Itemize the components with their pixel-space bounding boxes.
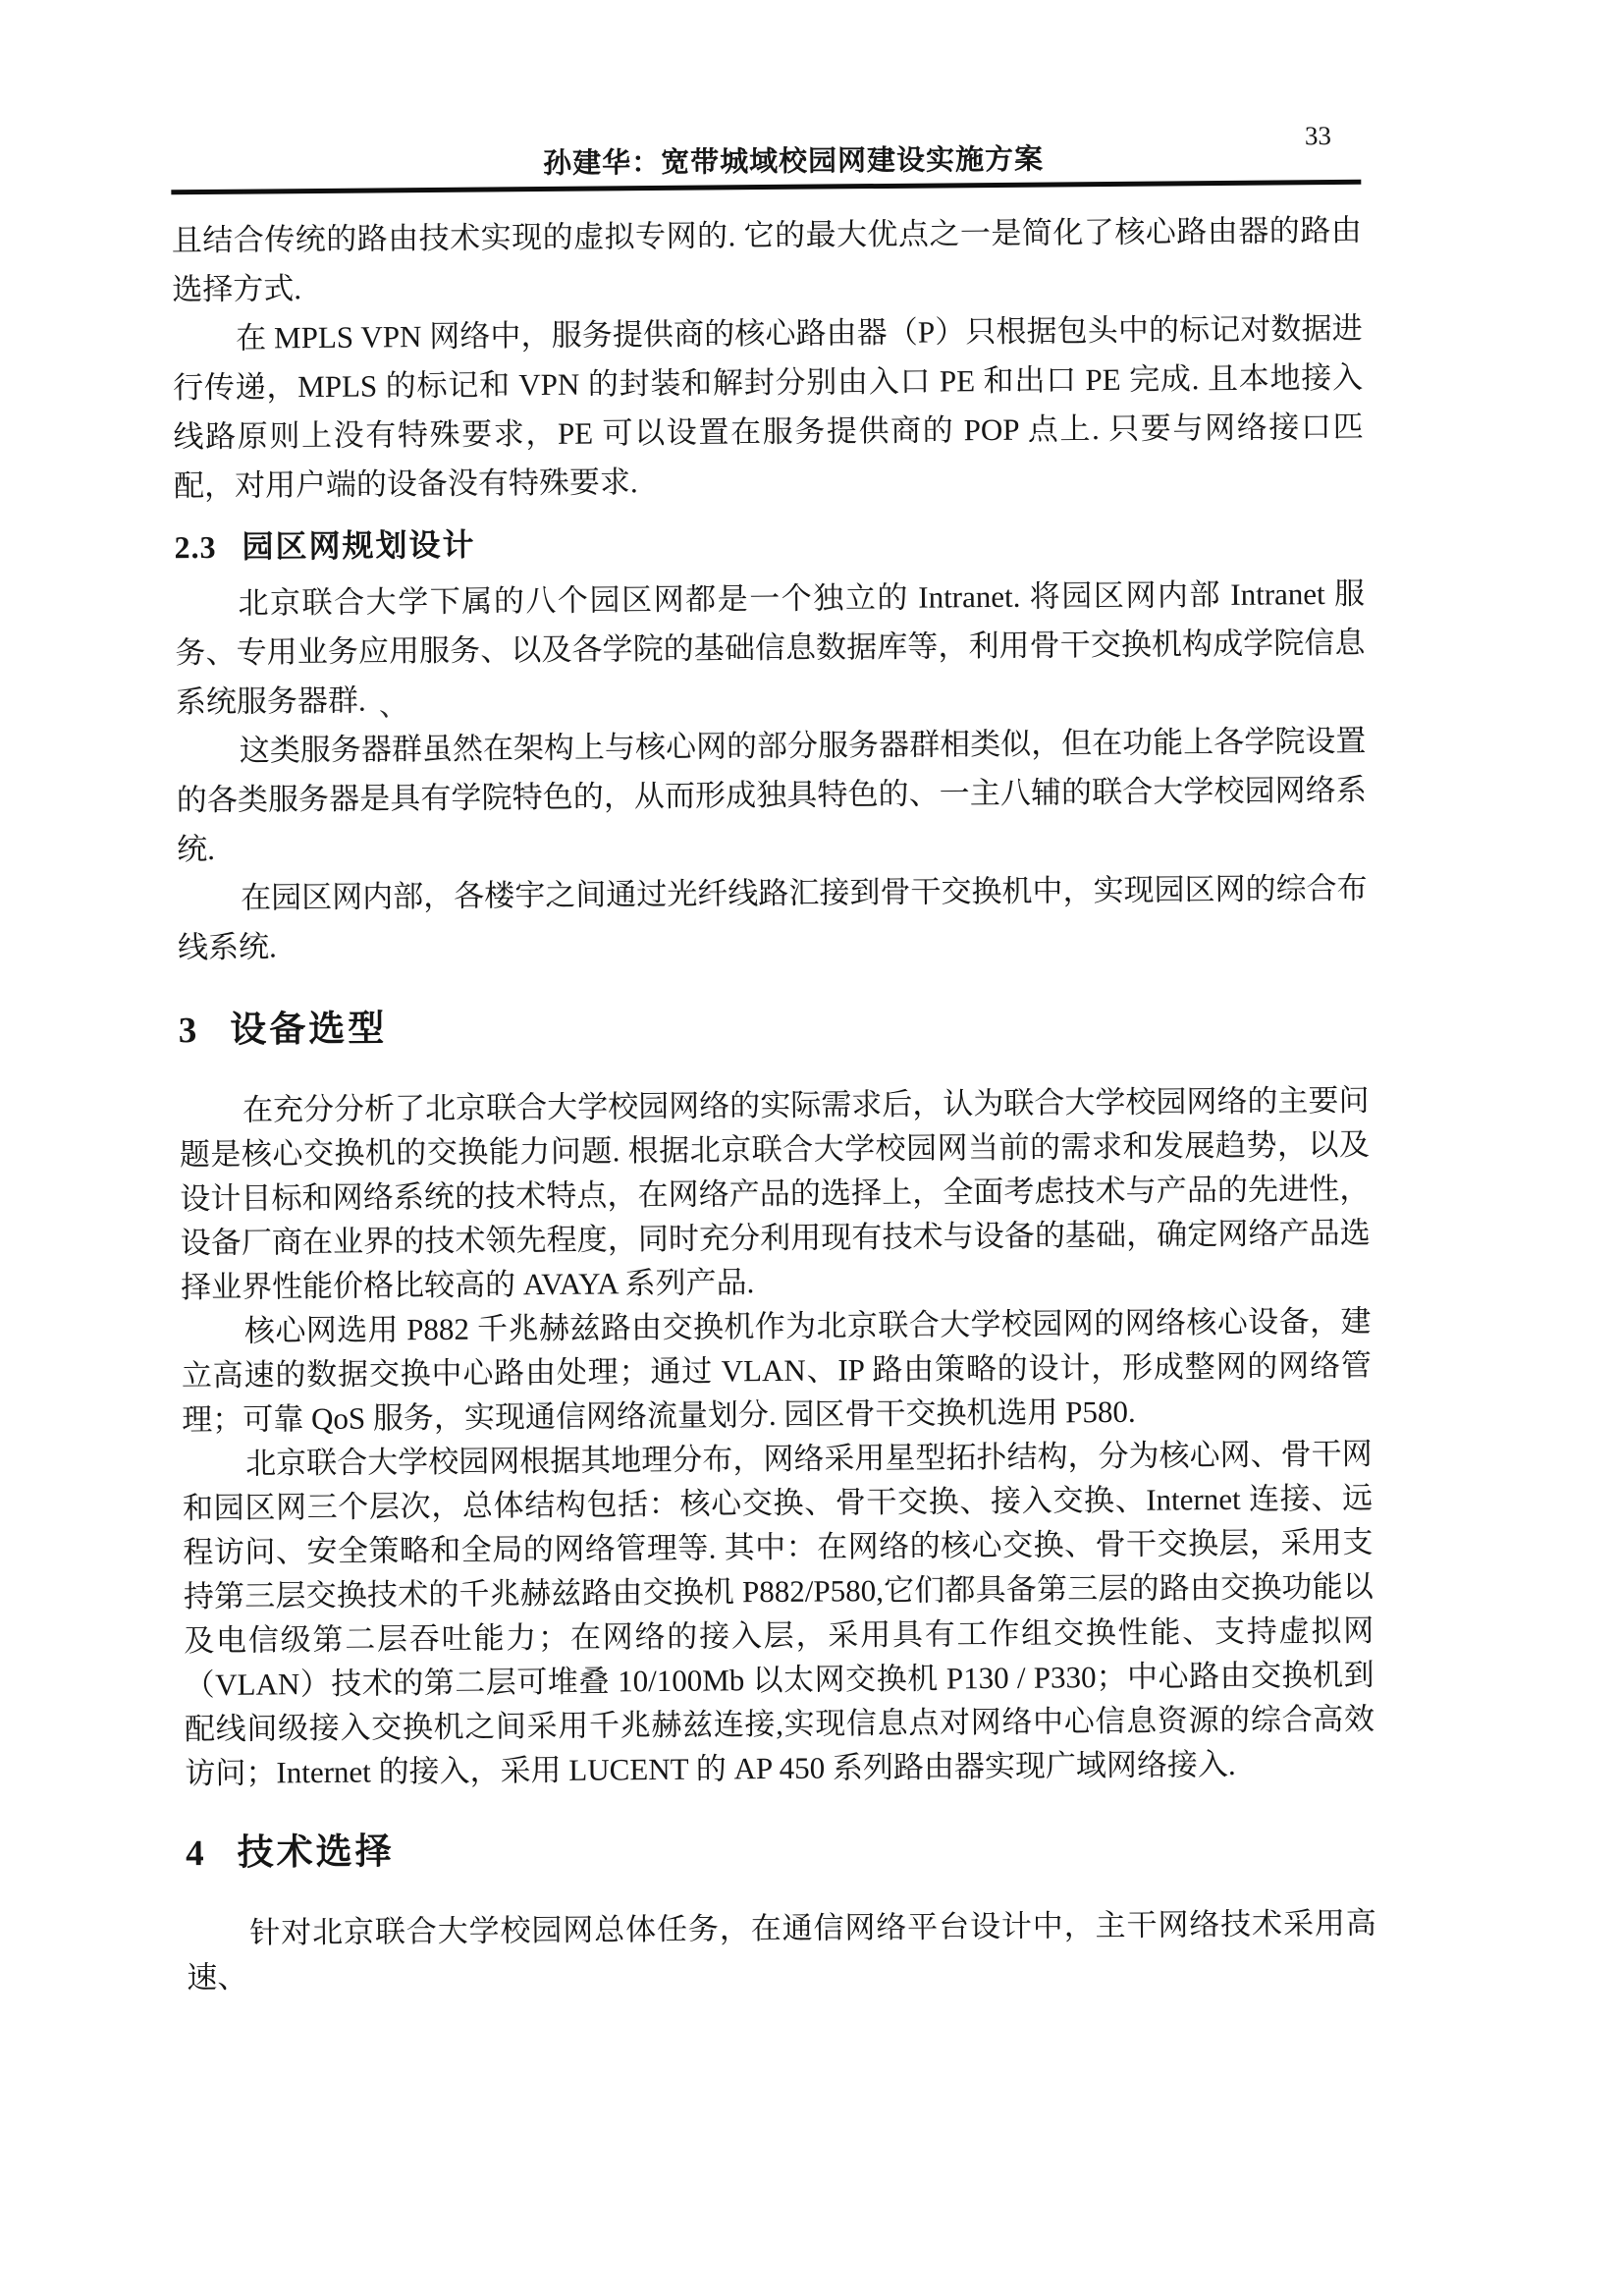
- paragraph-routing-continuation: 且结合传统的路由技术实现的虚拟专网的. 它的最大优点之一是简化了核心路由器的路由选择方式.: [171, 212, 1362, 307]
- scan-stray-mark: 、: [378, 689, 409, 723]
- running-header-title: 孙建华：宽带城域校园网建设实施方案: [542, 143, 1045, 180]
- section-title: 园区网规划设计: [242, 526, 476, 565]
- paragraph-fiber-cabling: 在园区网内部，各楼宇之间通过光纤线路汇接到骨干交换机中，实现园区网的综合布线系统.: [177, 870, 1368, 965]
- section-title: 设备选型: [230, 1009, 388, 1051]
- section-number: 2.3: [174, 528, 217, 566]
- section-number: 3: [178, 1011, 197, 1052]
- paragraph-requirements-avaya: 在充分分析了北京联合大学校园网络的实际需求后，认为联合大学校园网络的主要问题是核心交换机的交换能力问题. 根据北京联合大学校园网当前的需求和发展趋势，以及设计目标和网络系统的技术特点，在网络产品的选择上，全面考虑技术与产品的先进性，设备厂商在业界的技术领先程度，同时充分利用现有技术与设备的基础，确定网络产品选择业界性能价格比较高的 AVAYA 系列产品.: [179, 1082, 1371, 1305]
- paragraph-mpls-vpn: 在 MPLS VPN 网络中，服务提供商的核心路由器（P）只根据包头中的标记对数据进行传递，MPLS 的标记和 VPN 的封装和解封分别由入口 PE 和出口 PE 完成. 且本地接入线路原则上没有特殊要求，PE 可以设置在服务提供商的 POP 点上. 只要与网络接口匹配，对用户端的设备没有特殊要求.: [172, 310, 1364, 504]
- section-title: 技术选择: [237, 1831, 395, 1874]
- section-heading-3: [179, 998, 1369, 1056]
- section-number: 4: [185, 1833, 204, 1875]
- paragraph-server-clusters: 这类服务器群虽然在架构上与核心网的部分服务器群相类似，但在功能上各学院设置的各类服务器是具有学院特色的，从而形成独具特色的、一主八辅的联合大学校园网络系统.: [176, 723, 1367, 867]
- paragraph-campus-intranet: 北京联合大学下属的八个园区网都是一个独立的 Intranet. 将园区网内部 Intranet 服务、专用业务应用服务、以及各学院的基础信息数据库等，利用骨干交换机构成学院信息系统服务器群.: [175, 575, 1366, 720]
- text-column: [170, 0, 1377, 1999]
- section-heading-2-3: [174, 513, 1364, 573]
- paragraph-star-topology: 北京联合大学校园网根据其地理分布，网络采用星型拓扑结构，分为核心网、骨干网和园区网三个层次，总体结构包括：核心交换、骨干交换、接入交换、Internet 连接、远程访问、安全策略和全局的网络管理等. 其中：在网络的核心交换、骨干交换层，采用支持第三层交换技术的千兆赫兹路由交换机 P882/P580,它们都具备第三层的路由交换功能以及电信级第二层吞吐能力；在网络的接入层，采用具有工作组交换性能、支持虚拟网（VLAN）技术的第二层可堆叠 10/100Mb 以太网交换机 P130 / P330；中心路由交换机到配线间级接入交换机之间采用千兆赫兹连接,实现信息点对网络中心信息资源的综合高效访问；Internet 的接入，采用 LUCENT 的 AP 450 系列路由器实现广域网络接入.: [182, 1436, 1375, 1791]
- paragraph-core-p882: 核心网选用 P882 千兆赫兹路由交换机作为北京联合大学校园网的网络核心设备，建立高速的数据交换中心路由处理；通过 VLAN、IP 路由策略的设计，形成整网的网络管理；可靠 QoS 服务，实现通信网络流量划分. 园区骨干交换机选用 P580.: [181, 1303, 1372, 1438]
- running-header: [171, 120, 1361, 185]
- page-number: 33: [1304, 120, 1332, 151]
- section-heading-4: [186, 1821, 1375, 1879]
- paragraph-technology-choice: 针对北京联合大学校园网总体任务，在通信网络平台设计中，主干网络技术采用高速、: [187, 1905, 1376, 1995]
